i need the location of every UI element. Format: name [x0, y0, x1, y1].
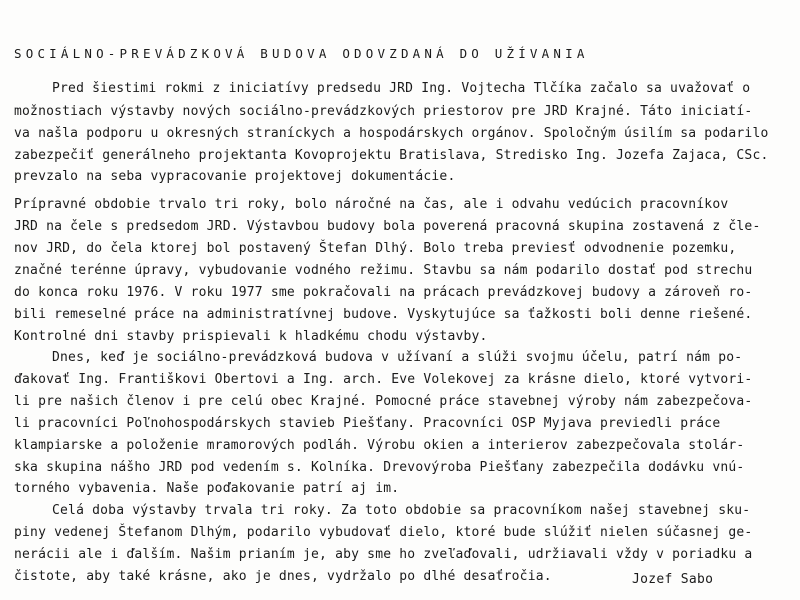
paragraph-line: prevzalo na seba vypracovanie projektovej dokumentácie. — [14, 169, 456, 184]
paragraph-line: Prípravné obdobie trvalo tri roky, bolo náročné na čas, ale i odvahu vedúcich pracovníkov — [14, 197, 729, 212]
paragraph-line: JRD na čele s predsedom JRD. Výstavbou budovy bola poverená pracovná skupina zostavená z čle- — [14, 219, 761, 234]
paragraph-line: možnostiach výstavby nových sociálno-prevádzkových priestorov pre JRD Krajné. Táto iniciatí- — [14, 104, 753, 119]
paragraph-line: zabezpečiť generálneho projektanta Kovoprojektu Bratislava, Stredisko Ing. Jozefa Zajaca, CSc. — [14, 148, 769, 163]
paragraph-line: ďakovať Ing. Františkovi Obertovi a Ing. arch. Eve Volekovej za krásne dielo, ktoré vytvori- — [14, 372, 753, 387]
paragraph-line: klampiarske a položenie mramorových podláh. Výrobu okien a interierov zabezpečovala stolár- — [14, 438, 745, 453]
paragraph-line: nerácii ale i ďalším. Našim prianím je, aby sme ho zveľaďovali, udržiavali vždy v poriadku a — [14, 547, 753, 562]
paragraph-line: do konca roku 1976. V roku 1977 sme pokračovali na prácach prevádzkovej budovy a zároveň ro- — [14, 285, 753, 300]
author-signature: Jozef Sabo — [632, 572, 714, 587]
paragraph-line: li pracovníci Poľnohospodárskych stavieb Piešťany. Pracovníci OSP Myjava previedli práce — [14, 416, 721, 431]
paragraph-line: značné terénne úpravy, vybudovanie vodného režimu. Stavbu sa nám podarilo dostať pod strechu — [14, 263, 753, 278]
paragraph-line: va našla podporu u okresných straníckych a hospodárskych orgánov. Spoločným úsilím sa podarilo — [14, 126, 769, 141]
paragraph-line: Pred šiestimi rokmi z iniciatívy predsedu JRD Ing. Vojtecha Tlčíka začalo sa uvažovať o — [52, 81, 751, 96]
paragraph-line: torného vybavenia. Naše poďakovanie patrí aj im. — [14, 481, 400, 496]
page-title: SOCIÁLNO-PREVÁDZKOVÁ BUDOVA ODOVZDANÁ DO UŽÍVANIA — [14, 46, 589, 61]
paragraph-line: Dnes, keď je sociálno-prevádzková budova v užívaní a slúži svojmu účelu, patrí nám po- — [52, 350, 743, 365]
paragraph-line: piny vedenej Štefanom Dlhým, podarilo vybudovať dielo, ktoré bude slúžiť nielen súčasnej ge- — [14, 525, 753, 540]
paragraph-line: ska skupina nášho JRD pod vedením s. Kolníka. Drevovýroba Piešťany zabezpečila dodávku vnú- — [14, 460, 745, 475]
paragraph-line: čistote, aby také krásne, ako je dnes, vydržalo po dlhé desaťročia. — [14, 569, 552, 584]
paragraph-line: Kontrolné dni stavby prispievali k hladkému chodu výstavby. — [14, 329, 488, 344]
paragraph-line: li pre našich členov i pre celú obec Krajné. Pomocné práce stavebnej výroby nám zabezpečova- — [14, 394, 753, 409]
paragraph-line: Celá doba výstavby trvala tri roky. Za toto obdobie sa pracovníkom našej stavebnej sku- — [52, 503, 751, 518]
paragraph-line: bili remeselné práce na administratívnej budove. Vyskytujúce sa ťažkosti boli denne riešené. — [14, 307, 753, 322]
paragraph-line: nov JRD, do čela ktorej bol postavený Štefan Dlhý. Bolo treba previesť odvodnenie pozemku, — [14, 241, 737, 256]
